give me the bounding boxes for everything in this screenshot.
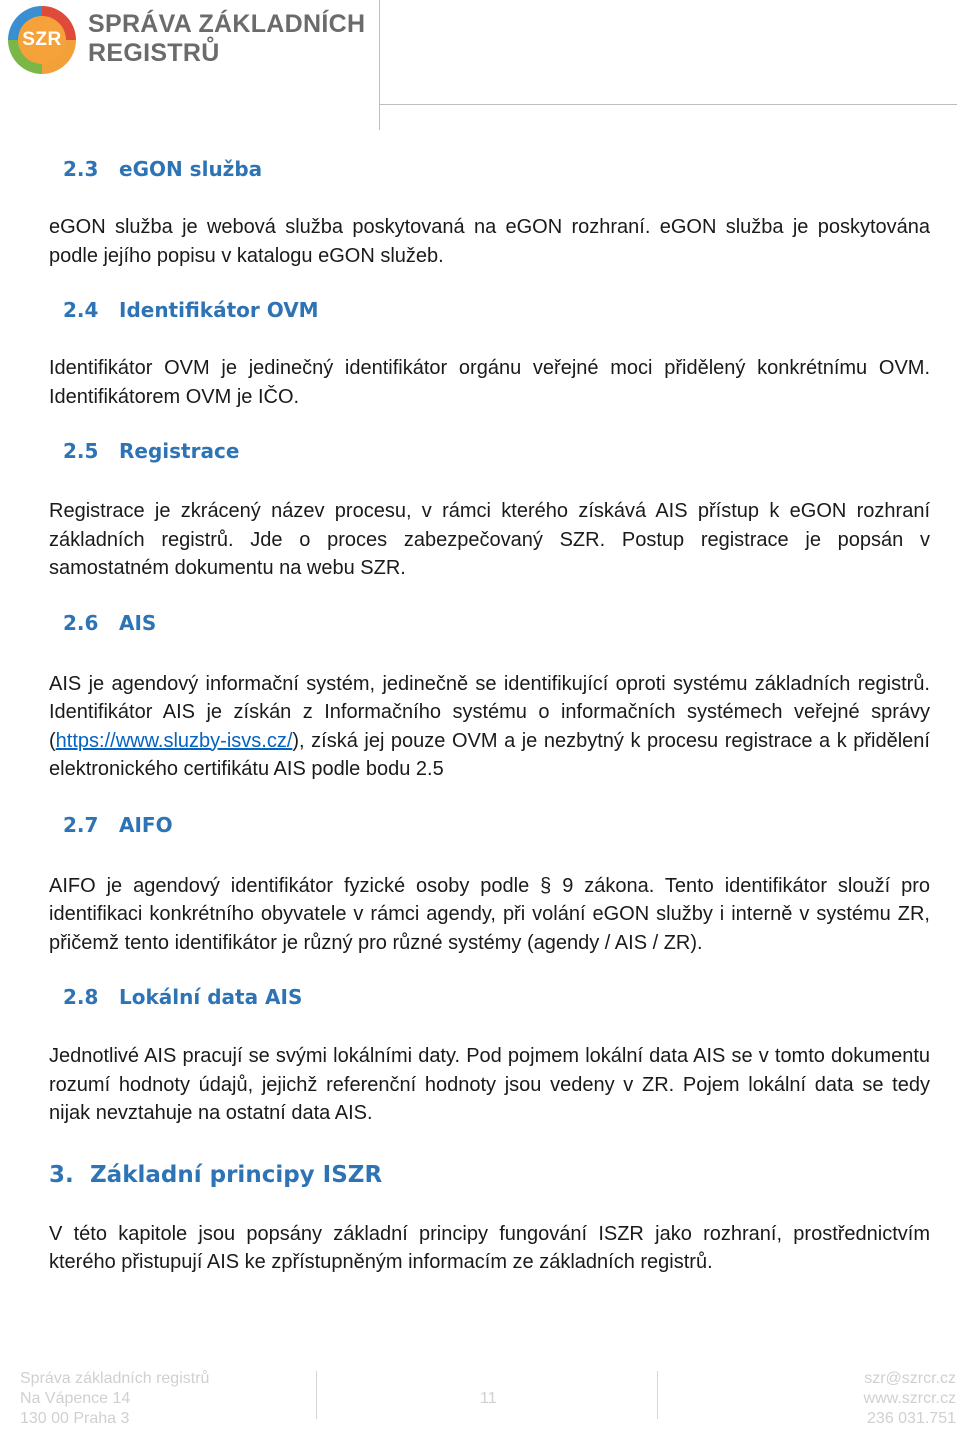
chapter-paragraph-3: V této kapitole jsou popsány základní principy fungování ISZR jako rozhraní, prostřednictvím kterého přistupují AIS ke zpřístupněným informacím ze základních registrů. — [49, 1222, 930, 1273]
section-paragraph-2-3: eGON služba je webová služba poskytovaná na eGON rozhraní. eGON služba je poskytována podle jejího popisu v katalogu eGON služeb. — [49, 216, 930, 267]
footer-contact — [864, 1369, 956, 1429]
section-heading-2-7 — [49, 811, 930, 839]
section-paragraph-2-6 — [49, 670, 930, 784]
footer-web[interactable]: www.szrcr.cz — [863, 1390, 956, 1407]
logo-text: SZR — [18, 16, 66, 64]
brand-name — [88, 10, 365, 68]
szr-logo — [8, 6, 76, 74]
section-heading-2-6 — [49, 609, 930, 637]
section-heading-2-4 — [49, 296, 930, 324]
section-number: 2.8 — [63, 985, 99, 1009]
header-divider-horizontal — [379, 104, 957, 105]
section-paragraph-2-8: Jednotlivé AIS pracují se svými lokálními daty. Pod pojmem lokální data AIS se v tomto dokumentu rozumí hodnoty údajů, jejichž referenční hodnoty jsou vedeny v ZR. Pojem lokální data se tedy nijak nevztahuje na ostatní data AIS. — [49, 1045, 930, 1124]
section-heading-2-8 — [49, 983, 930, 1011]
page-number: 11 — [480, 1390, 497, 1407]
section-title: AIS — [119, 610, 157, 635]
section-title: eGON služba — [119, 157, 263, 181]
section-title: AIFO — [119, 812, 173, 837]
isvs-link[interactable]: https://www.sluzby-isvs.cz/ — [55, 729, 293, 752]
section-title: Identifikátor OVM — [119, 298, 319, 322]
chapter-title: Základní principy ISZR — [90, 1161, 383, 1188]
chapter-number: 3. — [49, 1161, 74, 1188]
page-footer — [0, 1365, 960, 1427]
section-number: 2.6 — [63, 610, 99, 635]
section-number: 2.7 — [63, 812, 99, 837]
footer-phone: 236 031.751 — [867, 1410, 956, 1427]
paragraph-text-after-link: ), získá jej pouze OVM a je nezbytný k procesu registrace a k přidělení elektronického certifikátu AIS podle bodu 2.5 — [49, 729, 930, 780]
footer-divider-left — [316, 1371, 317, 1419]
section-heading-2-5 — [49, 437, 930, 465]
paragraph-text-before-link: AIS je agendový informační systém, jedinečně se identifikující oproti systému základních registrů. Identifikátor AIS je získán z Informačního systému o informačních systémech veřejné správy ( — [49, 672, 930, 752]
brand-line-1: SPRÁVA ZÁKLADNÍCH — [88, 10, 366, 38]
section-paragraph-2-5: Registrace je zkrácený název procesu, v rámci kterého získává AIS přístup k eGON rozhraní základních registrů. Jde o proces zabezpečovaný SZR. Postup registrace je popsán v samostatném dokumentu na webu SZR. — [49, 500, 930, 579]
footer-street: Na Vápence 14 — [20, 1390, 131, 1407]
footer-email[interactable]: szr@szrcr.cz — [864, 1370, 956, 1387]
brand-line-2: REGISTRŮ — [88, 39, 220, 67]
section-title: Lokální data AIS — [119, 985, 303, 1009]
section-heading-2-3 — [49, 155, 930, 183]
footer-org: Správa základních registrů — [20, 1370, 210, 1387]
section-number: 2.5 — [63, 439, 99, 463]
footer-city: 130 00 Praha 3 — [20, 1410, 130, 1427]
footer-address — [20, 1369, 209, 1429]
chapter-heading-3 — [49, 1160, 930, 1190]
footer-divider-right — [657, 1371, 658, 1419]
page-header — [0, 0, 960, 130]
section-number: 2.3 — [63, 157, 99, 181]
section-paragraph-2-7: AIFO je agendový identifikátor fyzické osoby podle § 9 zákona. Tento identifikátor slouží pro identifikaci konkrétního obyvatele v rámci agendy, při volání eGON služby i interně v systému ZR, přičemž tento identifikátor je různý pro různé systémy (agendy / AIS / ZR). — [49, 874, 930, 954]
section-number: 2.4 — [63, 298, 99, 322]
document-body — [49, 150, 930, 1277]
section-paragraph-2-4: Identifikátor OVM je jedinečný identifikátor orgánu veřejné moci přidělený konkrétnímu OVM. Identifikátorem OVM je IČO. — [49, 357, 930, 408]
section-title: Registrace — [119, 439, 240, 463]
header-divider-vertical — [379, 0, 380, 130]
